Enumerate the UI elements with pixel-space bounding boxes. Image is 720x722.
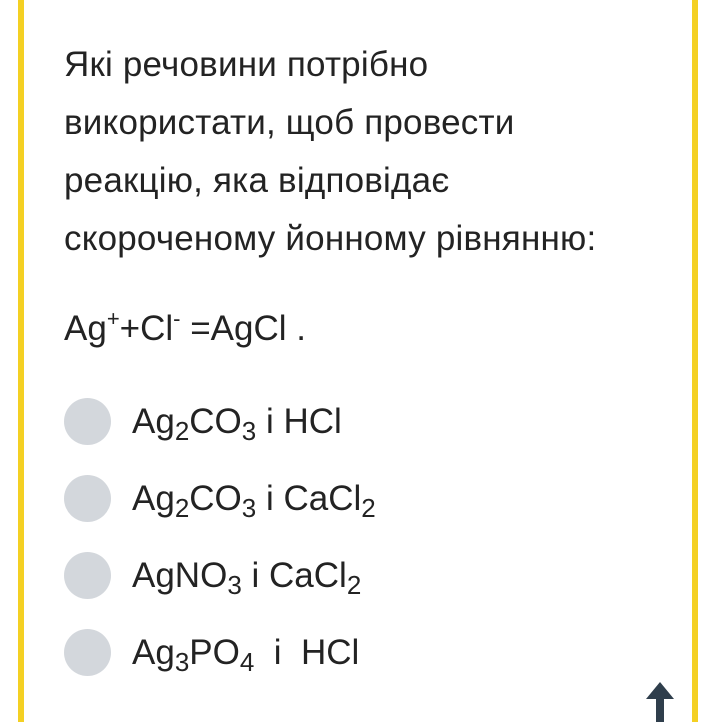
formula-text: CO: [189, 402, 242, 441]
formula-subscript: 2: [174, 416, 190, 446]
arrow-up-icon: [640, 680, 680, 722]
formula-text: Ag: [132, 402, 175, 441]
formula-subscript: 2: [361, 493, 376, 523]
equation-ag: Ag: [64, 309, 107, 348]
answer-options: [64, 396, 664, 704]
formula-subscript: 3: [241, 493, 257, 523]
scroll-up-button[interactable]: [640, 680, 680, 722]
question-text: [64, 36, 674, 268]
formula-subscript: 3: [174, 647, 190, 677]
question-line: скороченому йонному рівнянню:: [64, 219, 597, 258]
answer-option-2[interactable]: [64, 473, 664, 550]
radio-button[interactable]: [64, 552, 111, 599]
equation-cl-charge: -: [173, 306, 181, 331]
question-line: реакцію, яка відповідає: [64, 161, 450, 200]
formula-subscript: 4: [239, 647, 255, 677]
radio-button[interactable]: [64, 475, 111, 522]
ionic-equation: [64, 304, 306, 354]
formula-text: і HCl: [254, 633, 360, 672]
answer-label: [132, 396, 342, 448]
answer-option-4[interactable]: [64, 627, 664, 704]
formula-subscript: 2: [346, 570, 362, 600]
question-line: використати, щоб провести: [64, 103, 515, 142]
radio-button[interactable]: [64, 398, 111, 445]
formula-text: Ag: [132, 633, 175, 672]
formula-text: AgNO: [132, 556, 228, 595]
formula-text: PO: [189, 633, 240, 672]
formula-subscript: 2: [174, 493, 190, 523]
answer-label: [132, 473, 376, 525]
formula-text: Ag: [132, 479, 175, 518]
frame-border-right: [692, 0, 698, 722]
answer-option-3[interactable]: [64, 550, 664, 627]
answer-label: [132, 627, 359, 679]
formula-text: CO: [189, 479, 242, 518]
formula-text: і CaCl: [256, 479, 362, 518]
equation-result: =AgCl .: [180, 309, 306, 348]
frame-border-left: [18, 0, 24, 722]
question-line: Які речовини потрібно: [64, 45, 429, 84]
formula-subscript: 3: [241, 416, 257, 446]
radio-button[interactable]: [64, 629, 111, 676]
formula-text: і CaCl: [241, 556, 347, 595]
formula-text: і HCl: [256, 402, 342, 441]
equation-ag-charge: +: [106, 306, 120, 331]
answer-option-1[interactable]: [64, 396, 664, 473]
formula-subscript: 3: [227, 570, 242, 600]
equation-plus-cl: +Cl: [119, 309, 174, 348]
answer-label: [132, 550, 361, 602]
